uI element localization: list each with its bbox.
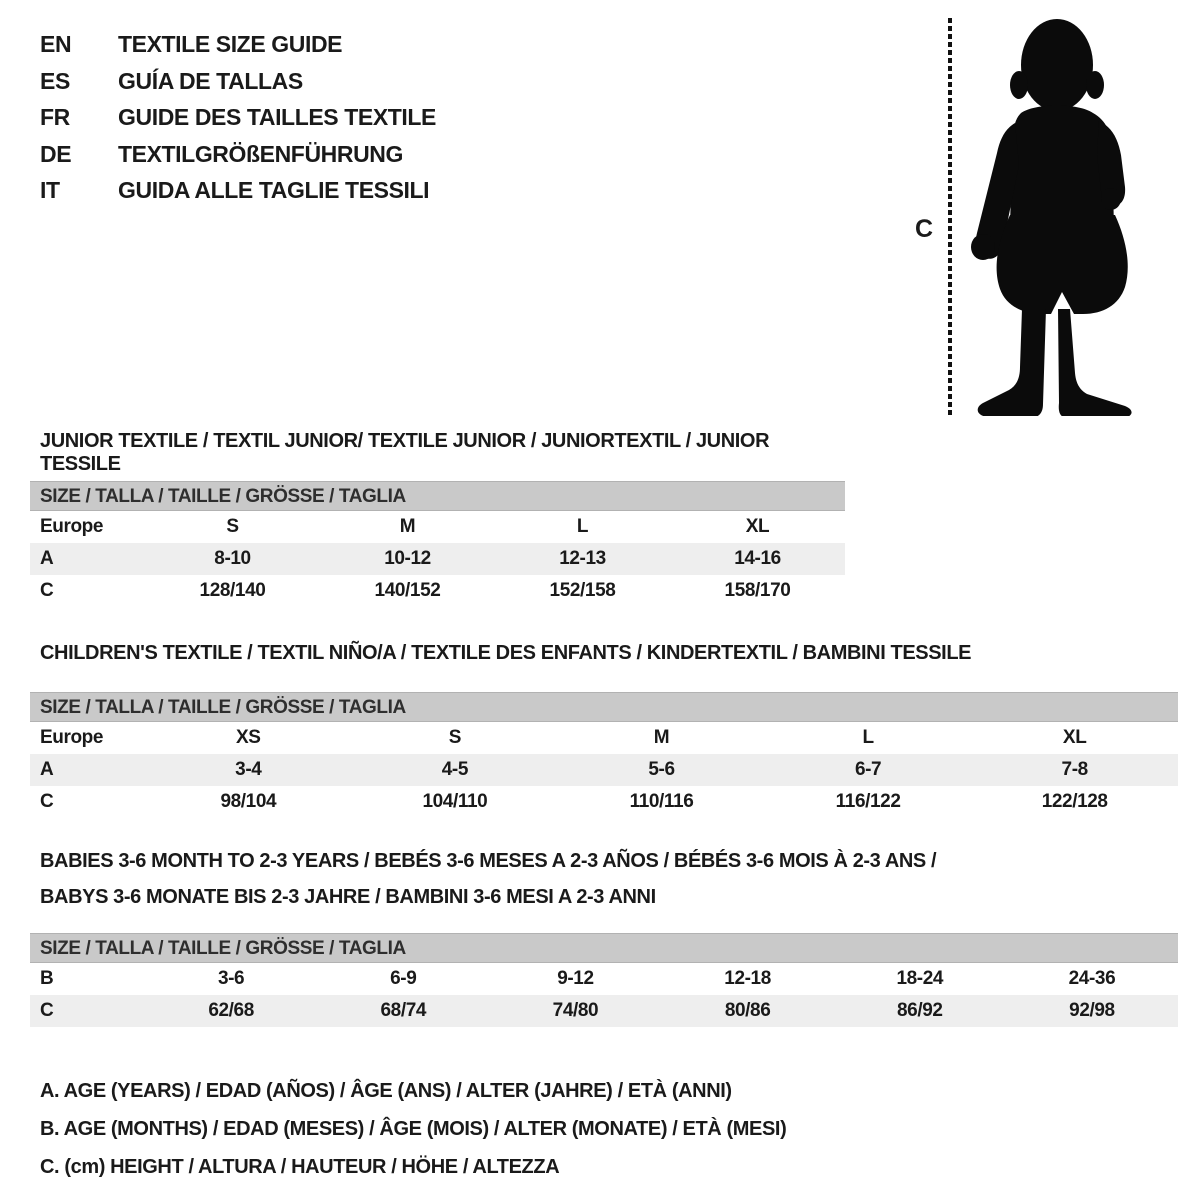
table-cell: 92/98	[1069, 1000, 1115, 1021]
language-code: DE	[40, 140, 72, 167]
table-cell: 116/122	[835, 791, 901, 812]
language-title-block	[40, 26, 436, 209]
table-cell: 5-6	[648, 759, 675, 780]
legend-line-a: A. AGE (YEARS) / EDAD (AÑOS) / ÂGE (ANS) / ALTER (JAHRE) / ETÀ (ANNI)	[40, 1080, 732, 1102]
table-cell: 14-16	[734, 548, 781, 569]
children-size-table	[30, 692, 1178, 818]
table-cell: 152/158	[549, 580, 616, 601]
language-label: TEXTILGRÖßENFÜHRUNG	[118, 140, 403, 167]
table-cell: 12-18	[724, 968, 771, 989]
height-dashed-line-icon	[948, 18, 952, 415]
table-cell: 24-36	[1068, 968, 1116, 989]
babies-section	[30, 843, 1178, 1025]
table-row	[30, 963, 1178, 995]
table-cell: 74/80	[552, 1000, 599, 1021]
table-cell: L	[576, 516, 589, 537]
language-code: EN	[40, 31, 72, 57]
junior-section-title: JUNIOR TEXTILE / TEXTIL JUNIOR/ TEXTILE JUNIOR / JUNIORTEXTIL / JUNIOR TESSILE	[40, 430, 770, 475]
language-row	[40, 63, 436, 100]
table-row	[30, 543, 845, 575]
table-cell: 140/152	[374, 580, 441, 601]
measure-legend	[40, 1072, 786, 1186]
table-cell: 3-4	[235, 759, 262, 780]
table-cell: 9-12	[557, 968, 594, 989]
baby-silhouette-icon	[965, 14, 1143, 416]
height-measure-label: C	[915, 215, 933, 243]
table-cell: 12-13	[559, 548, 606, 569]
height-measure-figure	[905, 12, 1195, 422]
table-cell: S	[448, 727, 462, 748]
row-label: Europe	[40, 516, 104, 537]
table-cell: XL	[1062, 727, 1087, 748]
legend-line-c: C. (cm) HEIGHT / ALTURA / HAUTEUR / HÖHE / ALTEZZA	[40, 1156, 560, 1178]
table-cell: 122/128	[1041, 791, 1108, 812]
junior-section	[30, 430, 845, 612]
table-cell: 8-10	[214, 548, 251, 569]
table-cell: L	[862, 727, 874, 748]
junior-size-table	[30, 481, 845, 607]
table-row	[30, 575, 845, 607]
row-label: C	[40, 580, 54, 601]
row-label: A	[40, 759, 54, 780]
table-cell: 18-24	[896, 968, 944, 989]
row-label: C	[40, 791, 54, 812]
row-label: A	[40, 548, 54, 569]
language-row	[40, 99, 436, 136]
babies-size-table	[30, 933, 1178, 1027]
table-row	[30, 754, 1178, 786]
table-cell: M	[399, 516, 416, 537]
language-row	[40, 172, 436, 209]
table-cell: 98/104	[220, 791, 277, 812]
table-cell: XS	[236, 727, 261, 748]
babies-section-title: BABIES 3-6 MONTH TO 2-3 YEARS / BEBÉS 3-6 MESES A 2-3 AÑOS / BÉBÉS 3-6 MOIS À 2-3 ANS /	[40, 850, 937, 872]
size-table-header: SIZE / TALLA / TAILLE / GRÖSSE / TAGLIA	[30, 481, 845, 511]
table-cell: 62/68	[208, 1000, 254, 1021]
children-section-title: CHILDREN'S TEXTILE / TEXTIL NIÑO/A / TEXTILE DES ENFANTS / KINDERTEXTIL / BAMBINI TESSILE	[40, 642, 972, 664]
table-cell: 6-9	[390, 968, 417, 989]
language-code: FR	[40, 104, 70, 131]
row-label: C	[40, 1000, 54, 1021]
table-cell: 4-5	[441, 759, 469, 780]
language-row	[40, 26, 436, 63]
table-row	[30, 511, 845, 543]
row-label: B	[40, 968, 54, 989]
table-cell: 80/86	[724, 1000, 771, 1021]
table-cell: 3-6	[217, 968, 245, 989]
table-cell: S	[226, 516, 239, 537]
size-table-header: SIZE / TALLA / TAILLE / GRÖSSE / TAGLIA	[30, 692, 1178, 722]
table-cell: 6-7	[854, 759, 882, 780]
babies-section-title-line2: BABYS 3-6 MONATE BIS 2-3 JAHRE / BAMBINI 3-6 MESI A 2-3 ANNI	[40, 886, 656, 908]
table-cell: 10-12	[384, 548, 431, 569]
table-row	[30, 995, 1178, 1027]
table-cell: 158/170	[724, 580, 791, 601]
children-section	[30, 642, 1178, 822]
table-cell: M	[653, 727, 670, 748]
table-cell: 68/74	[380, 1000, 427, 1021]
size-table-header: SIZE / TALLA / TAILLE / GRÖSSE / TAGLIA	[30, 933, 1178, 963]
table-row	[30, 786, 1178, 818]
table-cell: 128/140	[199, 580, 266, 601]
table-cell: 104/110	[422, 791, 488, 812]
language-row	[40, 136, 436, 173]
language-label: GUIDE DES TAILLES TEXTILE	[118, 104, 436, 131]
table-cell: 110/116	[629, 791, 694, 812]
legend-line-b: B. AGE (MONTHS) / EDAD (MESES) / ÂGE (MOIS) / ALTER (MONATE) / ETÀ (MESI)	[40, 1118, 787, 1140]
language-code: ES	[40, 67, 70, 94]
language-label: GUÍA DE TALLAS	[118, 67, 303, 94]
language-label: TEXTILE SIZE GUIDE	[118, 31, 343, 57]
table-row	[30, 722, 1178, 754]
table-cell: 86/92	[897, 1000, 943, 1021]
language-code: IT	[40, 177, 60, 204]
table-cell: 7-8	[1061, 759, 1088, 780]
row-label: Europe	[40, 727, 104, 748]
language-label: GUIDA ALLE TAGLIE TESSILI	[118, 177, 430, 204]
table-cell: XL	[745, 516, 770, 537]
